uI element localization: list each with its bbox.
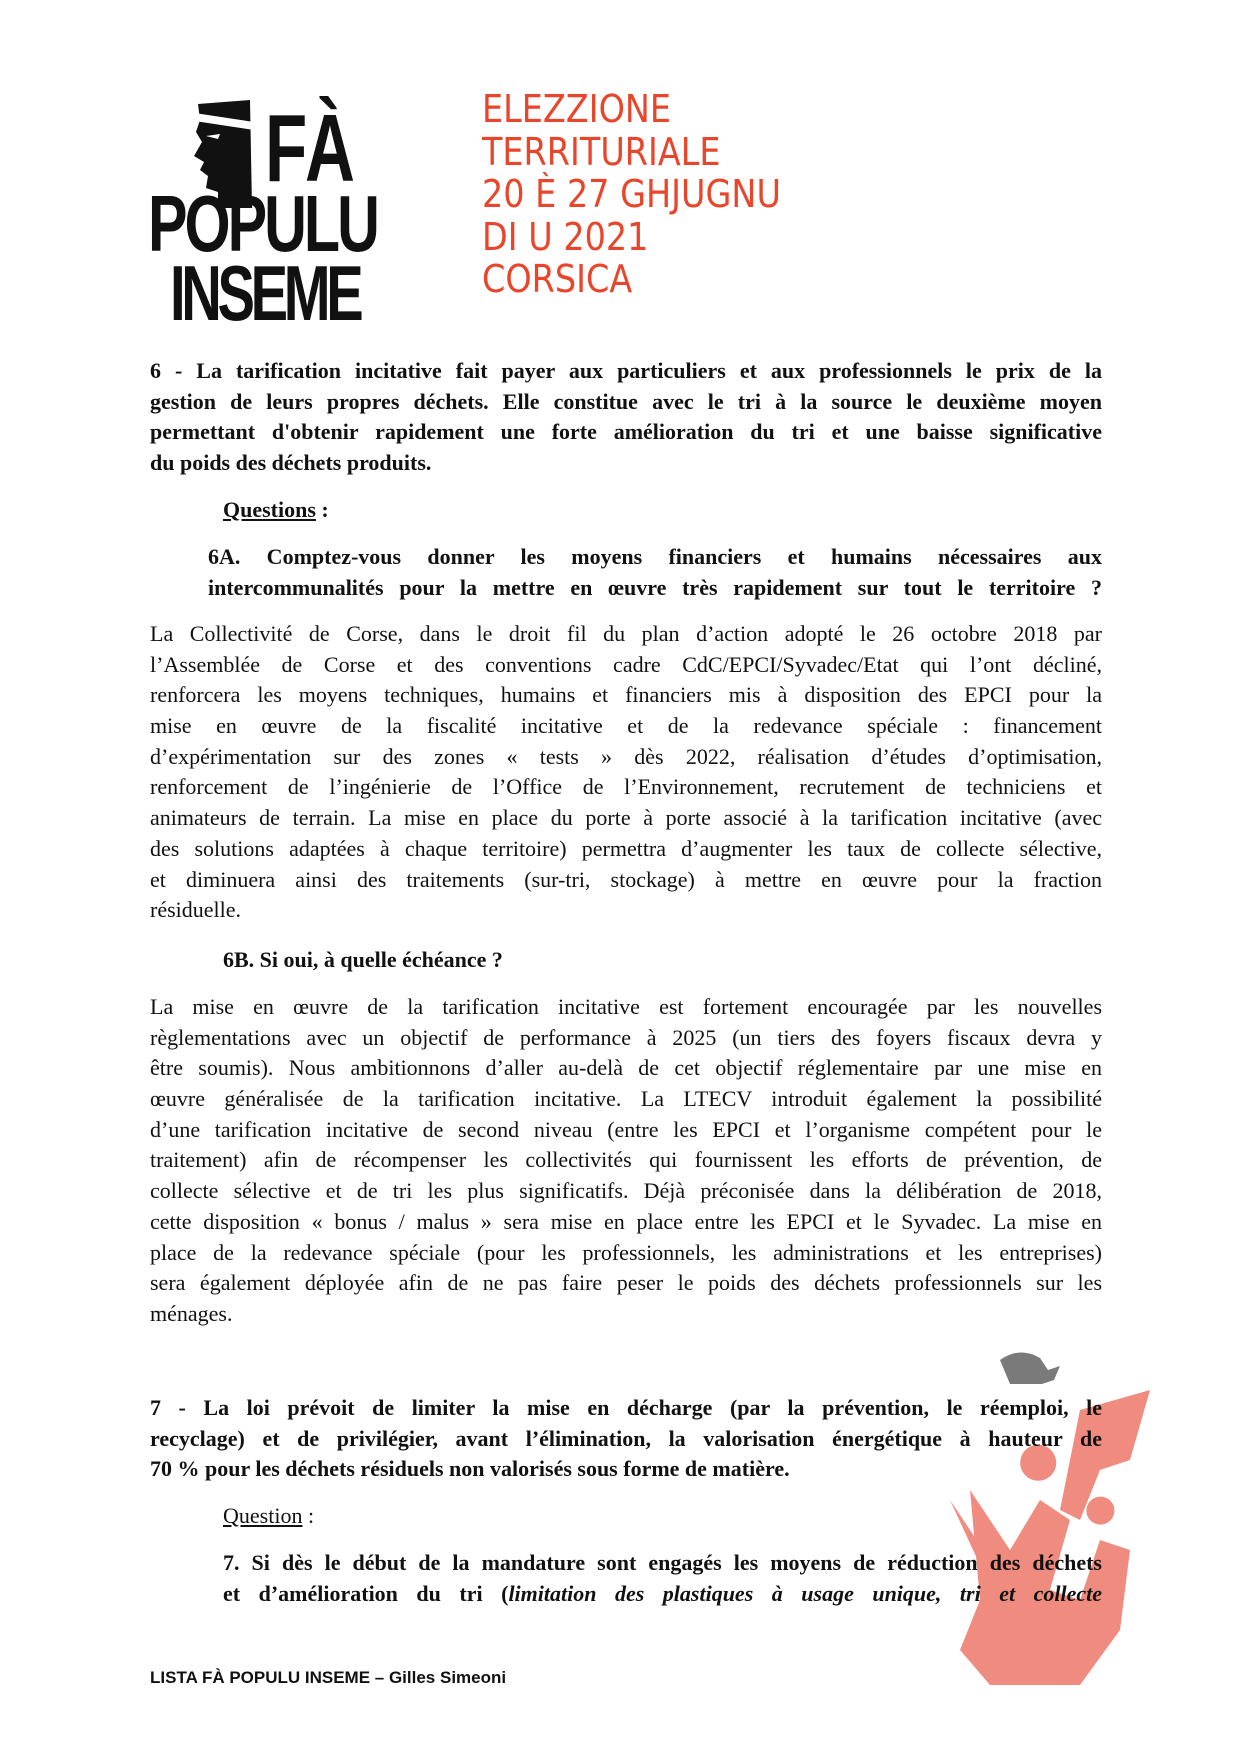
text-line: cette disposition « bonus / malus » sera mise en place entre les EPCI et le Syvadec. La mise en [150,1208,1102,1234]
text-line: être soumis). Nous ambitionnons d’aller au-delà de cet objectif réglementaire par une mise en [150,1055,1102,1081]
text-line: règlementations avec un objectif de performance à 2025 (un tiers des foyers fiscaux devra y [150,1024,1102,1050]
election-line: CORSICA [482,257,633,301]
text-line: mise en œuvre de la fiscalité incitative et de la redevance spéciale : financement [150,713,1102,739]
logo-word-fa: FÀ [265,95,353,202]
figure-head-icon [1000,1352,1060,1384]
text-segment-italic: limitation des plastiques à usage unique, tri et collecte [508,1580,1103,1606]
text-line: et diminuera ainsi des traitements (sur-tri, stockage) à mettre en œuvre pour la fraction [150,866,1102,892]
questions-colon: : [315,497,329,522]
text-line: 7 - La loi prévoit de limiter la mise en décharge (par la prévention, le réemploi, le [150,1395,1102,1420]
questions-heading [223,495,1102,526]
text-line: l’Assemblée de Corse et des conventions cadre CdC/EPCI/Syvadec/Etat qui l’ont décliné, [150,651,1102,677]
question-colon: : [302,1503,315,1528]
section-6-intro [150,356,1102,479]
text-line: ménages. [150,1300,233,1326]
text-line: 6B. Si oui, à quelle échéance ? [223,947,503,972]
election-line: DI U 2021 [482,215,649,259]
election-line: TERRITURIALE [482,130,721,174]
text-line: sera également déployée afin de ne pas faire peser le poids des déchets professionnels sur les [150,1270,1102,1296]
text-line: collecte sélective et de tri les plus significatifs. Déjà préconisée dans la délibération de 2018, [150,1178,1102,1204]
logo-word-populu: POPULU [148,179,377,268]
text-line: 7. Si dès le début de la mandature sont engagés les moyens de réduction des déchets [223,1550,1102,1575]
question-7 [223,1548,1102,1609]
text-line: renforcement de l’ingénierie de l’Office de l’Environnement, recrutement de techniciens et [150,774,1102,800]
text-line: résiduelle. [150,897,242,923]
party-logo [148,95,450,337]
logo-word-inseme: INSEME [170,249,360,337]
text-line: d’expérimentation sur des zones « tests » dès 2022, réalisation d’études d’optimisation, [150,743,1102,769]
question-6a [208,542,1102,603]
text-line: place de la redevance spéciale (pour les professionnels, les administrations et les entreprises) [150,1239,1102,1265]
page-footer: LISTA FÀ POPULU INSEME – Gilles Simeoni [150,1668,507,1687]
question-label: Question [223,1503,303,1528]
answer-6b [150,992,1102,1330]
text-line: La Collectivité de Corse, dans le droit fil du plan d’action adopté le 26 octobre 2018 par [150,621,1102,646]
text-line: traitement) afin de récompenser les collectivités qui fournissent les efforts de prévention, de [150,1147,1102,1173]
question-heading [223,1501,1102,1532]
text-line: 70 % pour les déchets résiduels non valorisés sous forme de matière. [150,1456,790,1482]
questions-label: Questions [223,497,316,522]
text-line: permettant d'obtenir rapidement une forte amélioration du tri et une baisse significative [150,419,1102,445]
text-line: 6 - La tarification incitative fait payer aux particuliers et aux professionnels le prix de la [150,358,1102,383]
text-line: des solutions adaptées à chaque territoire) permettra d’augmenter les taux de collecte sélective, [150,835,1102,861]
text-line: du poids des déchets produits. [150,450,432,476]
text-line: renforcera les moyens techniques, humains et financiers mis à disposition des EPCI pour la [150,682,1102,708]
election-line: ELEZZIONE [482,87,672,131]
text-line: recyclage) et de privilégier, avant l’élimination, la valorisation énergétique à hauteur de [150,1425,1102,1451]
text-line: animateurs de terrain. La mise en place du porte à porte associé à la tarification incitative (avec [150,805,1102,831]
text-line: 6A. Comptez-vous donner les moyens financiers et humains nécessaires aux [208,544,1102,569]
text-segment: et d’amélioration du tri ( [223,1580,509,1606]
text-line: intercommunalités pour la mettre en œuvre très rapidement sur tout le territoire ? [208,574,1102,600]
text-line: œuvre généralisée de la tarification incitative. La LTECV introduit également la possibilité [150,1086,1102,1112]
answer-6a [150,619,1102,926]
text-line: La mise en œuvre de la tarification incitative est fortement encouragée par les nouvelles [150,994,1102,1019]
election-line: 20 È 27 GHJUGNU [482,172,781,216]
question-6b [223,945,1102,976]
text-line: d’une tarification incitative de second niveau (entre les EPCI et l’organisme compétent pour le [150,1116,1102,1142]
section-7-intro [150,1393,1102,1485]
text-line: gestion de leurs propres déchets. Elle constitue avec le tri à la source le deuxième moyen [150,388,1102,414]
